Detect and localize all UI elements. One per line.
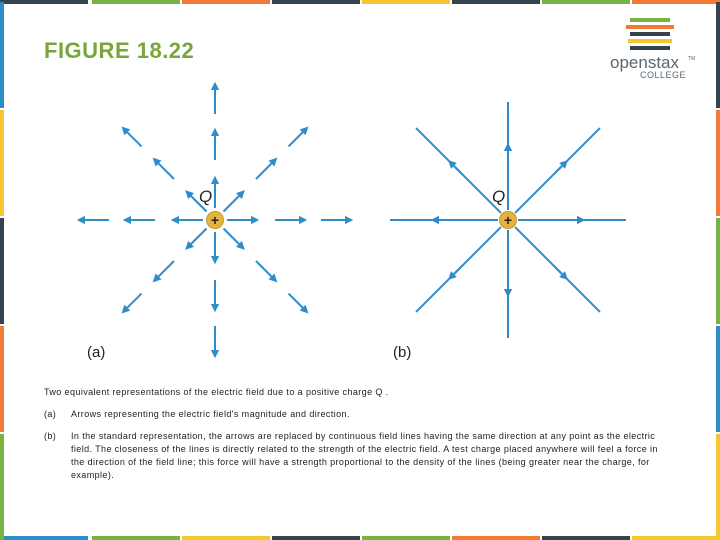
- field-arrow: [289, 294, 306, 311]
- caption-item-b: [44, 430, 664, 482]
- field-arrow: [256, 161, 274, 179]
- field-line-arrowhead: [554, 163, 565, 174]
- field-arrow: [256, 261, 274, 279]
- field-line-arrowhead: [451, 266, 462, 277]
- figure-title: FIGURE 18.22: [44, 38, 195, 63]
- field-line-arrowhead: [451, 163, 462, 174]
- svg-text:TM: TM: [688, 56, 696, 62]
- field-arrow: [188, 228, 206, 246]
- border-segment: [452, 536, 540, 540]
- charge-b-label: Q: [492, 187, 506, 206]
- panel-a-label: (a): [87, 344, 106, 361]
- field-line-arrowhead: [554, 266, 565, 277]
- caption-item-a: [44, 408, 664, 421]
- charge-a-sign: +: [210, 212, 220, 228]
- border-segment: [716, 434, 720, 540]
- field-arrow: [223, 193, 241, 211]
- charge-b-sign: +: [503, 212, 513, 228]
- caption-text-a: Arrows representing the electric field's magnitude and direction.: [71, 409, 350, 419]
- border-segment: [362, 536, 450, 540]
- border-segment: [0, 536, 88, 540]
- svg-text:COLLEGE: COLLEGE: [640, 70, 687, 80]
- field-arrow: [223, 228, 241, 246]
- charge-a-label: Q: [199, 187, 213, 206]
- border-segment: [272, 536, 360, 540]
- field-arrow: [156, 261, 174, 279]
- caption-tag-b: (b): [44, 431, 57, 441]
- border-segment: [542, 536, 630, 540]
- panel-b-label: (b): [393, 344, 412, 361]
- figure-caption: [44, 386, 664, 491]
- caption-main: Two equivalent representations of the electric field due to a positive charge Q .: [44, 387, 389, 397]
- field-arrow: [156, 161, 174, 179]
- svg-text:openstax: openstax: [610, 53, 679, 72]
- border-segment: [632, 536, 720, 540]
- border-segment: [0, 434, 4, 540]
- border-segment: [92, 536, 180, 540]
- caption-tag-a: (a): [44, 409, 57, 419]
- border-segment: [182, 536, 270, 540]
- field-arrow: [124, 129, 141, 146]
- field-arrow: [124, 294, 141, 311]
- caption-text-b: In the standard representation, the arrows are replaced by continuous field lines having the same direction at any point as the electric field. The closeness of the lines is directly related to the strength of the electric field. A test charge placed anywhere will feel a force in the direction of the field line; this force will have a strength proportional to the density of the lines (being greater near the charge, for example).: [71, 431, 658, 480]
- field-arrow: [289, 129, 306, 146]
